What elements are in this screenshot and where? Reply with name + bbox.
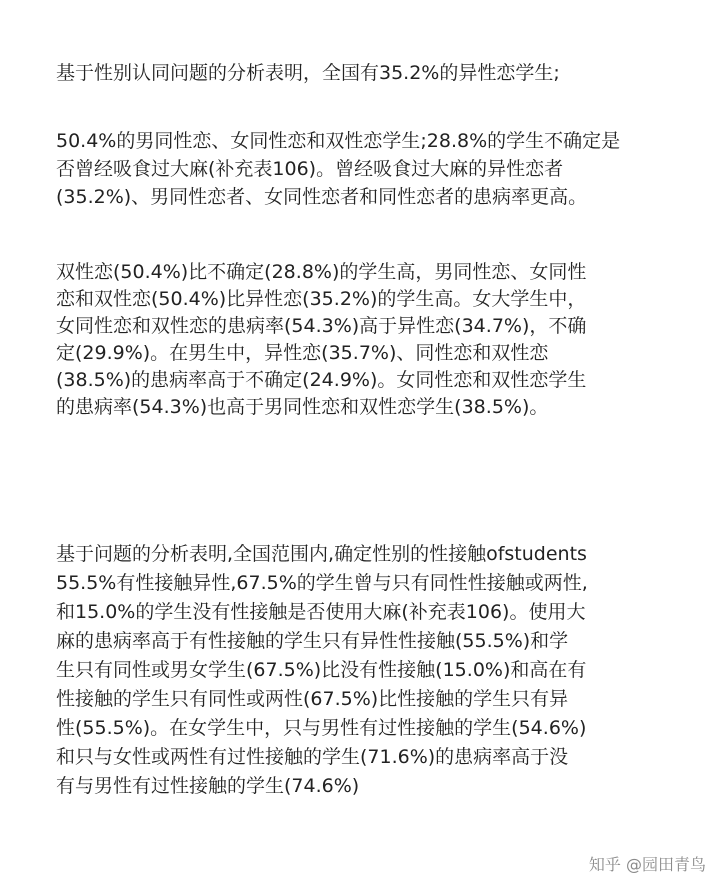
paragraph-line: 性接触的学生只有同性或两性(67.5%)比性接触的学生只有异 [56,688,569,710]
paragraph-line: 否曾经吸食过大麻(补充表106)。曾经吸食过大麻的异性恋者 [56,158,564,180]
paragraph-line: 的患病率(54.3%)也高于男同性恋和双性恋学生(38.5%)。 [56,396,549,418]
paragraph-line: 双性恋(50.4%)比不确定(28.8%)的学生高，男同性恋、女同性 [56,261,587,283]
paragraph-line: 基于问题的分析表明,全国范围内,确定性别的性接触ofstudents [56,543,587,565]
paragraph-line: 有与男性有过性接触的学生(74.6%) [56,775,360,797]
paragraph-line: 麻的患病率高于有性接触的学生只有异性性接触(55.5%)和学 [56,630,569,652]
paragraph-line: 性(55.5%)。在女学生中，只与男性有过性接触的学生(54.6%) [56,717,587,739]
paragraph-line: (38.5%)的患病率高于不确定(24.9%)。女同性恋和双性恋学生 [56,369,587,391]
paragraph-line: 和只与女性或两性有过性接触的学生(71.6%)的患病率高于没 [56,746,569,768]
paragraph-line: 和15.0%的学生没有性接触是否使用大麻(补充表106)。使用大 [56,601,586,623]
paragraph-line: 定(29.9%)。在男生中，异性恋(35.7%)、同性恋和双性恋 [56,342,549,364]
paragraph-line: 基于性别认同问题的分析表明，全国有35.2%的异性恋学生; [56,62,560,84]
watermark: 知乎 @园田青鸟 [588,855,706,874]
paragraph-1 [56,60,712,87]
paragraph-line: 50.4%的男同性恋、女同性恋和双性恋学生;28.8%的学生不确定是 [56,130,621,152]
paragraph-line: (35.2%)、男同性恋者、女同性恋者和同性恋者的患病率更高。 [56,186,588,208]
paragraph-line: 生只有同性或男女学生(67.5%)比没有性接触(15.0%)和高在有 [56,659,587,681]
paragraph-line: 恋和双性恋(50.4%)比异性恋(35.2%)的学生高。女大学生中， [56,288,587,310]
paragraph-2 [56,127,712,211]
paragraph-4 [56,540,712,801]
paragraph-line: 女同性恋和双性恋的患病率(54.3%)高于异性恋(34.7%)，不确 [56,315,587,337]
paragraph-3 [56,259,712,421]
paragraph-line: 55.5%有性接触异性,67.5%的学生曾与只有同性性接触或两性, [56,572,588,594]
